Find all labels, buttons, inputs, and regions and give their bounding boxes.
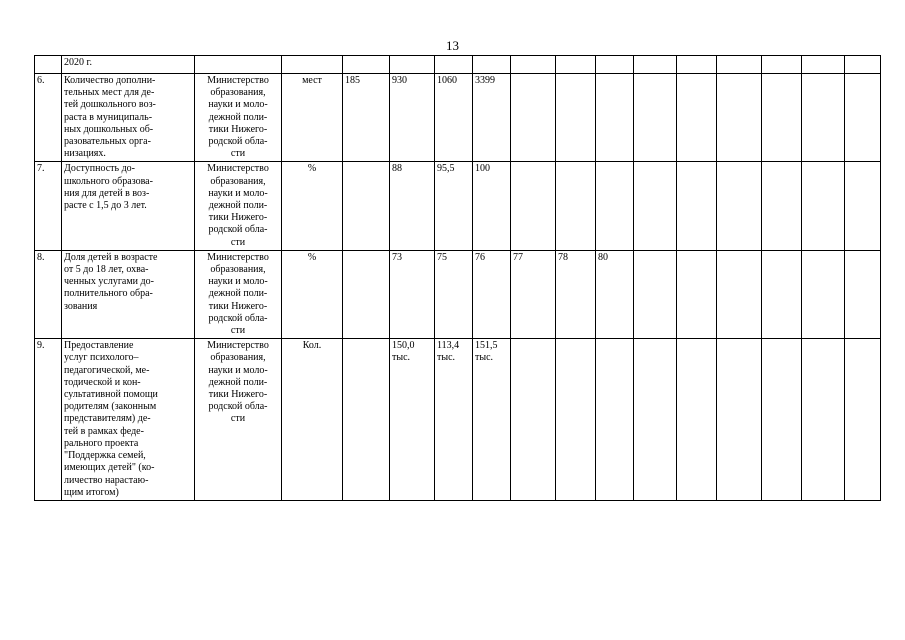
value-cell [596,339,634,501]
table-row [35,250,881,338]
responsible-ministry [195,250,282,338]
responsible-ministry [195,162,282,250]
row-number-text: 8. [37,251,45,263]
header-cell [634,56,677,74]
value-cell [677,162,717,250]
row-number [35,250,62,338]
value-cell [511,162,556,250]
row-number [35,339,62,501]
value-cell-text: 80 [598,251,608,263]
header-cell [473,56,511,74]
row-number-text: 9. [37,340,45,352]
responsible-ministry [195,339,282,501]
value-cell-text: 1060 [437,75,457,86]
value-cell [762,74,802,162]
value-cell-text: 930 [392,75,407,86]
value-cell [511,74,556,162]
header-cell [556,56,596,74]
header-cell [35,56,62,74]
responsible-ministry-text: Министерство образования, науки и моло- дежной поли- тики Нижего- родской обла- сти [207,340,269,425]
header-cell [596,56,634,74]
header-cell [343,56,390,74]
value-cell-text: 75 [437,251,447,263]
value-cell [717,339,762,501]
indicator-name [62,74,195,162]
unit-of-measure [282,339,343,501]
value-cell [511,339,556,501]
header-cell [390,56,435,74]
table-body [35,56,881,501]
value-cell [435,74,473,162]
indicator-name-text: Доля детей в возрасте от 5 до 18 лет, охва- ченных услугами до- полнительного обра- зования [64,251,158,312]
value-cell [596,162,634,250]
value-cell [473,339,511,501]
indicator-name-text: Доступность до- школьного образова- ния для детей в воз- расте с 1,5 до 3 лет. [64,163,153,212]
value-cell [343,339,390,501]
value-cell-text: 151,5 тыс. [475,340,498,364]
value-cell-text: 150,0 тыс. [392,340,415,364]
value-cell [717,74,762,162]
value-cell [634,339,677,501]
value-cell [390,162,435,250]
value-cell [845,339,881,501]
value-cell-text: 76 [475,251,485,263]
indicator-name-text: Предоставление услуг психолого– педагогической, ме- тодической и кон- сультативной помощи родителям (законным представителям) де- тей в рамках феде- рального проекта "Поддержка семей, имеющих детей" (ко- личество нарастаю- щим итогом) [64,340,158,498]
table-row [35,339,881,501]
table-header-row [35,56,881,74]
responsible-ministry-text: Министерство образования, науки и моло- дежной поли- тики Нижего- родской обла- сти [207,251,269,337]
value-cell [802,74,845,162]
value-cell-text: 95,5 [437,163,455,175]
header-cell [845,56,881,74]
indicator-name [62,162,195,250]
unit-of-measure [282,74,343,162]
value-cell-text: 88 [392,163,402,175]
value-cell [435,339,473,501]
header-cell [435,56,473,74]
value-cell-text: 113,4 тыс. [437,340,460,364]
indicators-table [34,55,881,501]
unit-of-measure-text: % [307,163,317,175]
value-cell [556,162,596,250]
value-cell [473,250,511,338]
indicator-name-text: Количество дополни- тельных мест для де- тей дошкольного воз- раста в муниципаль- ных дошкольных об- разовательных орга- низациях. [64,75,156,160]
responsible-ministry-text: Министерство образования, науки и моло- дежной поли- тики Нижего- родской обла- сти [207,75,269,160]
value-cell [511,250,556,338]
header-cell [717,56,762,74]
header-cell [511,56,556,74]
value-cell-text: 78 [558,251,568,263]
value-cell [802,339,845,501]
unit-of-measure-text: % [307,251,317,263]
value-cell [343,250,390,338]
value-cell [596,74,634,162]
unit-of-measure-text: мест [302,75,322,86]
header-cell [195,56,282,74]
unit-of-measure [282,162,343,250]
value-cell-text: 185 [345,75,360,86]
page-number: 13 [446,38,459,53]
row-number-text: 7. [37,163,45,175]
value-cell [802,250,845,338]
responsible-ministry-text: Министерство образования, науки и моло- дежной поли- тики Нижего- родской обла- сти [207,163,269,248]
header-cell [62,56,195,74]
value-cell [390,339,435,501]
value-cell [845,162,881,250]
value-cell [596,250,634,338]
value-cell [762,339,802,501]
header-cell [677,56,717,74]
value-cell [390,74,435,162]
value-cell-text: 73 [392,251,402,263]
value-cell [762,162,802,250]
value-cell-text: 3399 [475,75,495,86]
value-cell [473,162,511,250]
value-cell [634,250,677,338]
value-cell [845,250,881,338]
value-cell [802,162,845,250]
header-cell-text: 2020 г. [64,57,92,68]
value-cell [435,162,473,250]
value-cell [677,74,717,162]
value-cell [556,339,596,501]
responsible-ministry [195,74,282,162]
table-row [35,162,881,250]
value-cell [677,339,717,501]
value-cell [343,162,390,250]
row-number [35,74,62,162]
value-cell [435,250,473,338]
value-cell [677,250,717,338]
unit-of-measure [282,250,343,338]
indicator-name [62,250,195,338]
header-cell [802,56,845,74]
value-cell [634,74,677,162]
value-cell-text: 100 [475,163,490,175]
row-number-text: 6. [37,75,45,86]
header-cell [762,56,802,74]
value-cell [845,74,881,162]
indicator-name [62,339,195,501]
value-cell-text: 77 [513,251,523,263]
value-cell [762,250,802,338]
row-number [35,162,62,250]
value-cell [390,250,435,338]
value-cell [343,74,390,162]
value-cell [556,250,596,338]
unit-of-measure-text: Кол. [302,340,322,352]
value-cell [717,250,762,338]
value-cell [717,162,762,250]
value-cell [473,74,511,162]
header-cell [282,56,343,74]
value-cell [556,74,596,162]
table-row [35,74,881,162]
value-cell [634,162,677,250]
